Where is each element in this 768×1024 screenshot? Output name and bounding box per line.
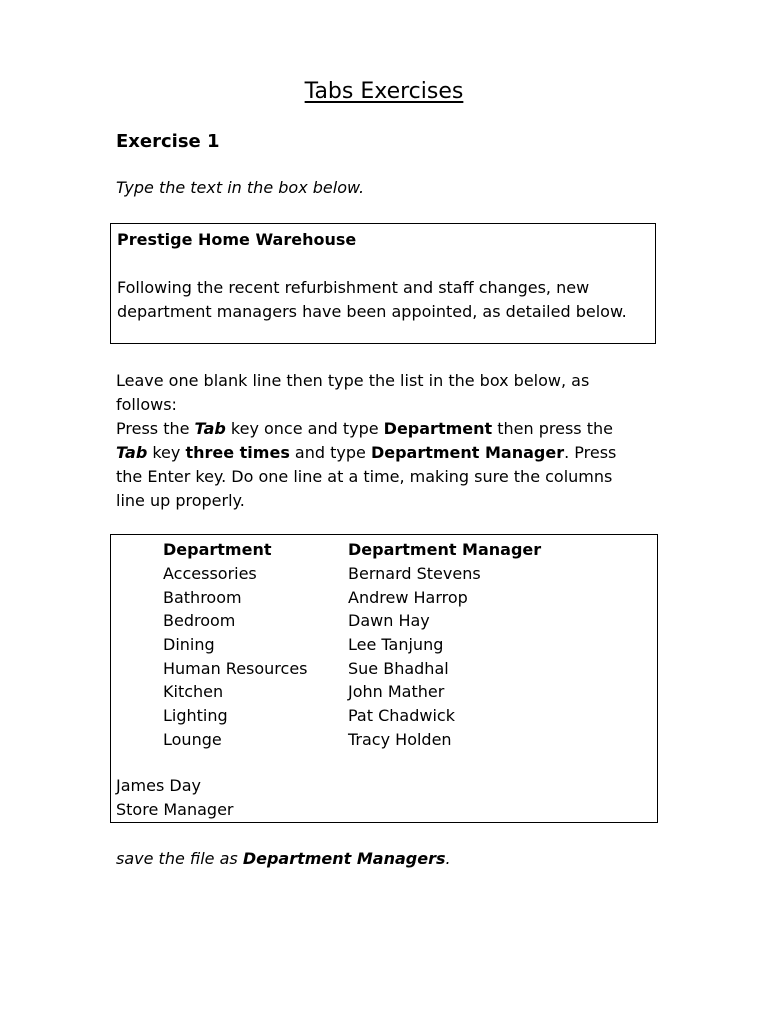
cell-manager: Dawn Hay bbox=[348, 611, 430, 630]
page-title bbox=[0, 79, 768, 105]
save-suffix: . bbox=[445, 849, 451, 868]
exercise-heading: Exercise 1 bbox=[116, 131, 220, 152]
table-row bbox=[111, 704, 657, 728]
save-filename: Department Managers bbox=[242, 849, 446, 868]
instruction-line-1: Leave one blank line then type the list in the box below, as follows: bbox=[116, 371, 590, 414]
cell-department: Accessories bbox=[163, 564, 257, 583]
cell-manager: John Mather bbox=[348, 682, 445, 701]
cell-department: Kitchen bbox=[163, 682, 224, 701]
table-row bbox=[111, 609, 657, 633]
cell-manager: Andrew Harrop bbox=[348, 588, 468, 607]
cell-department: Lighting bbox=[163, 706, 228, 725]
letter-body: Following the recent refurbishment and staff changes, new department managers have been appointed, as detailed below. bbox=[117, 278, 627, 321]
header-department: Department bbox=[163, 540, 272, 559]
cell-department: Lounge bbox=[163, 730, 222, 749]
table-row bbox=[111, 562, 657, 586]
cell-manager: Bernard Stevens bbox=[348, 564, 481, 583]
table-row bbox=[111, 586, 657, 610]
save-prefix: save the file as bbox=[116, 849, 243, 868]
exercise-instruction: Type the text in the box below. bbox=[116, 178, 365, 197]
cell-department: Human Resources bbox=[163, 659, 308, 678]
text-box-letter-content bbox=[117, 228, 647, 324]
header-department-manager: Department Manager bbox=[348, 540, 542, 559]
department-list-box bbox=[110, 534, 658, 823]
instruction-paragraph-2 bbox=[116, 417, 646, 513]
instr-text-4: key bbox=[147, 443, 186, 462]
instr-tab-key-2: Tab bbox=[116, 443, 148, 462]
table-row bbox=[111, 728, 657, 752]
save-instruction bbox=[116, 848, 451, 870]
table-row bbox=[111, 633, 657, 657]
cell-manager: Tracy Holden bbox=[348, 730, 452, 749]
table-row bbox=[111, 657, 657, 681]
tab-instructions bbox=[116, 369, 646, 513]
instr-tab-key-1: Tab bbox=[194, 419, 226, 438]
text-box-letter bbox=[110, 223, 656, 344]
page-title-text: Tabs Exercises bbox=[304, 79, 464, 104]
instr-department-manager: Department Manager bbox=[370, 443, 565, 462]
cell-manager: Sue Bhadhal bbox=[348, 659, 449, 678]
cell-manager: Lee Tanjung bbox=[348, 635, 444, 654]
instr-text-2: key once and type bbox=[225, 419, 384, 438]
cell-department: Dining bbox=[163, 635, 215, 654]
cell-manager: Pat Chadwick bbox=[348, 706, 455, 725]
instr-text-1: Press the bbox=[116, 419, 195, 438]
instr-department: Department bbox=[383, 419, 493, 438]
letter-title: Prestige Home Warehouse bbox=[117, 230, 357, 249]
table-row bbox=[111, 680, 657, 704]
cell-department: Bathroom bbox=[163, 588, 242, 607]
instr-text-5: and type bbox=[289, 443, 371, 462]
instr-three-times: three times bbox=[185, 443, 290, 462]
instr-text-3: then press the bbox=[492, 419, 613, 438]
table-header-row bbox=[111, 538, 657, 562]
cell-department: Bedroom bbox=[163, 611, 236, 630]
signature-role: Store Manager bbox=[116, 800, 234, 819]
signature-name: James Day bbox=[116, 776, 201, 795]
instr-text-6: . Press the Enter key. Do one line at a time, making sure the columns line up properly. bbox=[116, 443, 617, 510]
